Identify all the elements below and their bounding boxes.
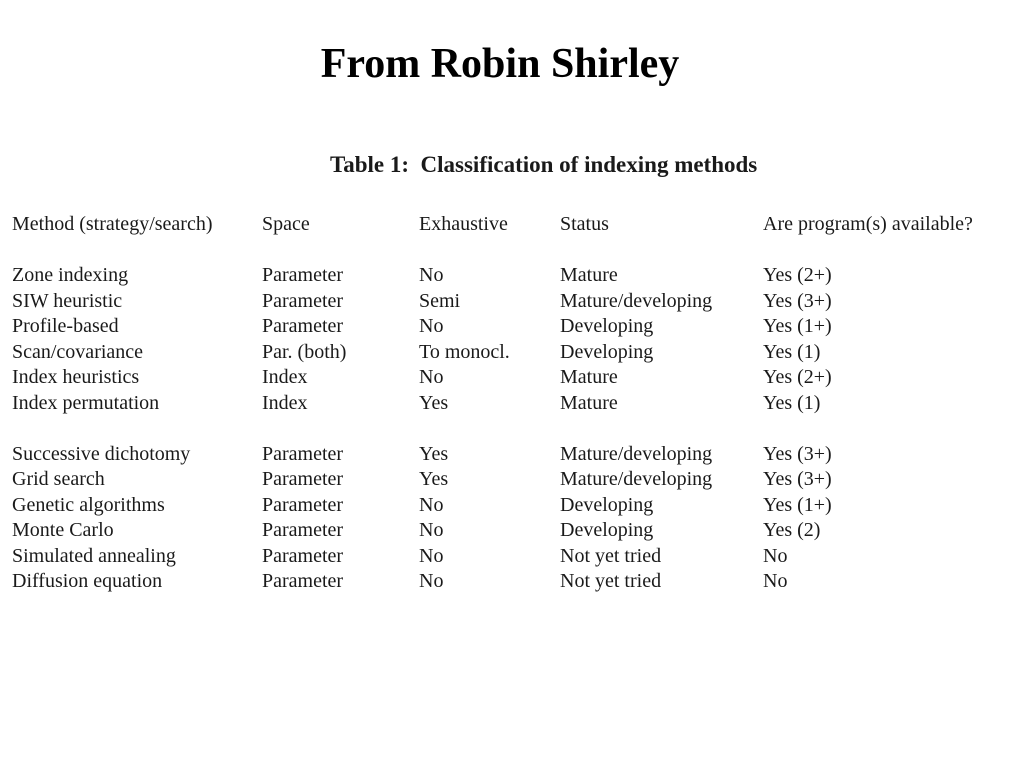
cell-exhaustive: To monocl.	[419, 340, 510, 363]
cell-space: Parameter	[262, 570, 344, 592]
table-row	[12, 314, 1012, 340]
cell-status: Mature	[560, 366, 618, 388]
table-row	[12, 365, 1012, 391]
cell-space: Index	[262, 366, 308, 388]
cell-method: Successive dichotomy	[12, 442, 191, 465]
cell-method: Simulated annealing	[12, 544, 176, 567]
table-body	[12, 263, 1012, 595]
cell-programs: Yes (1)	[763, 340, 821, 363]
cell-method: SIW heuristic	[12, 289, 123, 312]
cell-exhaustive: No	[419, 519, 444, 541]
table-row	[12, 493, 1012, 519]
cell-space: Parameter	[262, 468, 344, 490]
cell-exhaustive: No	[419, 570, 444, 592]
cell-method: Genetic algorithms	[12, 493, 165, 516]
cell-programs: Yes (1+)	[763, 493, 832, 516]
slide-title: From Robin Shirley	[320, 41, 680, 87]
column-header-method: Method (strategy/search)	[12, 213, 213, 235]
cell-programs: Yes (1+)	[763, 315, 832, 337]
cell-exhaustive: Yes	[419, 468, 449, 490]
table-row	[12, 289, 1012, 315]
table-row	[12, 518, 1012, 544]
cell-programs: Yes (2+)	[763, 366, 832, 388]
group-spacer	[12, 416, 1012, 442]
cell-programs: Yes (3+)	[763, 442, 832, 465]
cell-status: Developing	[560, 519, 654, 541]
cell-space: Par. (both)	[262, 340, 347, 363]
cell-exhaustive: Yes	[419, 442, 449, 465]
cell-programs: No	[763, 544, 788, 567]
cell-programs: No	[763, 570, 788, 592]
cell-programs: Yes (2)	[763, 519, 821, 541]
cell-method: Grid search	[12, 468, 105, 490]
cell-exhaustive: No	[419, 366, 444, 388]
column-header-space: Space	[262, 213, 310, 235]
cell-status: Developing	[560, 315, 654, 337]
cell-programs: Yes (2+)	[763, 264, 832, 286]
column-header-status: Status	[560, 213, 609, 235]
cell-method: Monte Carlo	[12, 519, 114, 541]
table-row	[12, 340, 1012, 366]
classification-table	[12, 212, 1012, 595]
cell-programs: Yes (3+)	[763, 289, 832, 312]
cell-programs: Yes (3+)	[763, 468, 832, 490]
cell-exhaustive: No	[419, 544, 444, 567]
cell-exhaustive: No	[419, 315, 444, 337]
cell-exhaustive: No	[419, 493, 444, 516]
table-row	[12, 391, 1012, 417]
cell-exhaustive: Semi	[419, 289, 461, 312]
cell-space: Parameter	[262, 544, 344, 567]
cell-status: Mature	[560, 391, 618, 414]
cell-method: Diffusion equation	[12, 570, 163, 592]
table-header-row	[12, 212, 1012, 238]
cell-status: Developing	[560, 340, 654, 363]
cell-programs: Yes (1)	[763, 391, 821, 414]
cell-space: Index	[262, 391, 308, 414]
cell-status: Developing	[560, 493, 654, 516]
cell-method: Profile-based	[12, 315, 119, 337]
cell-space: Parameter	[262, 289, 344, 312]
cell-status: Mature/developing	[560, 442, 713, 465]
cell-method: Index heuristics	[12, 366, 140, 388]
column-header-exhaustive: Exhaustive	[419, 213, 508, 235]
cell-status: Not yet tried	[560, 570, 662, 592]
table-row	[12, 569, 1012, 595]
cell-exhaustive: No	[419, 264, 444, 286]
cell-space: Parameter	[262, 493, 344, 516]
table-caption: Table 1: Classification of indexing methods	[330, 152, 758, 177]
cell-method: Scan/covariance	[12, 340, 144, 363]
cell-space: Parameter	[262, 442, 344, 465]
cell-exhaustive: Yes	[419, 391, 449, 414]
table-row	[12, 263, 1012, 289]
cell-space: Parameter	[262, 315, 344, 337]
cell-space: Parameter	[262, 519, 344, 541]
cell-status: Mature/developing	[560, 468, 713, 490]
table-row	[12, 442, 1012, 468]
cell-status: Mature/developing	[560, 289, 713, 312]
cell-method: Index permutation	[12, 391, 160, 414]
table-row	[12, 544, 1012, 570]
cell-status: Mature	[560, 264, 618, 286]
table-row	[12, 467, 1012, 493]
cell-method: Zone indexing	[12, 264, 129, 286]
column-header-programs: Are program(s) available?	[763, 213, 973, 235]
cell-status: Not yet tried	[560, 544, 662, 567]
cell-space: Parameter	[262, 264, 344, 286]
